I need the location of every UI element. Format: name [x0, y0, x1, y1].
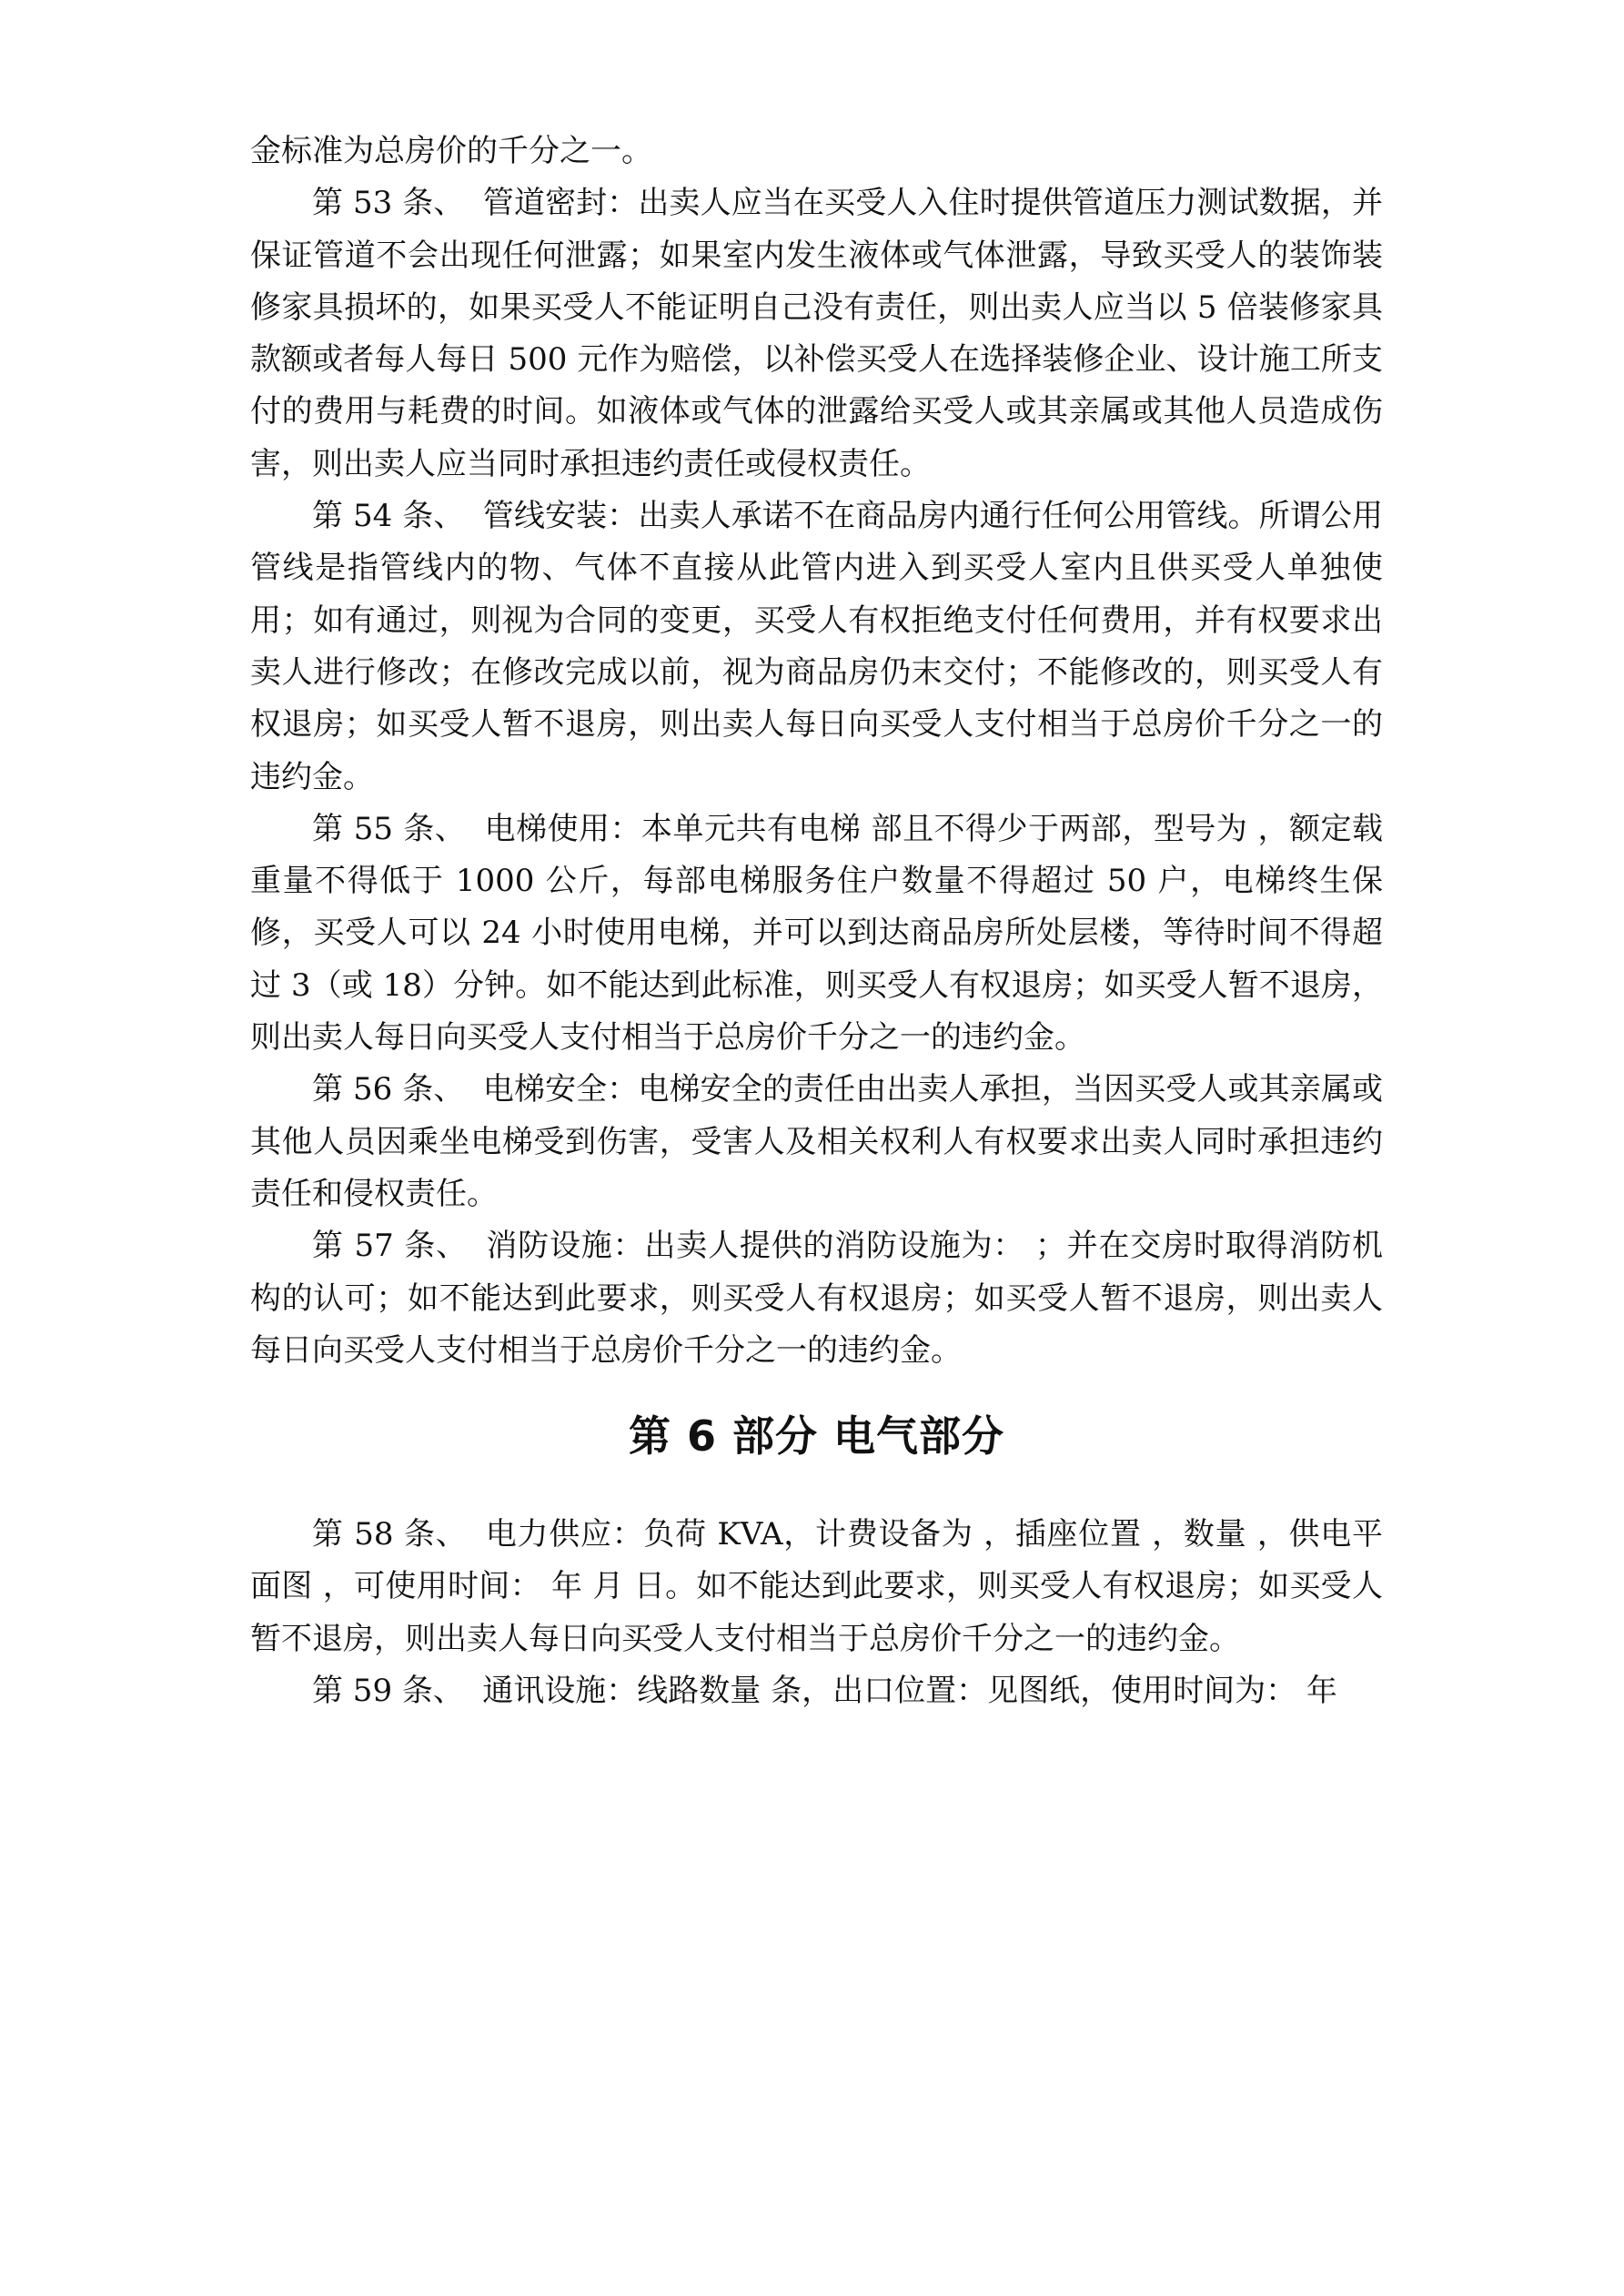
article-text: 消防设施：出卖人提供的消防设施为： ；并在交房时取得消防机构的认可；如不能达到此要求，则买受人有权退房；如买受人暂不退房，则出卖人每日向买受人支付相当于总房价千分之一的违约金。	[250, 1228, 1383, 1369]
continuation-paragraph: 金标准为总房价的千分之一。	[250, 133, 652, 169]
article-59	[250, 1665, 1383, 1717]
article-56	[250, 1064, 1383, 1220]
article-text: 管道密封：出卖人应当在买受人入住时提供管道压力测试数据，并保证管道不会出现任何泄露；如果室内发生液体或气体泄露，导致买受人的装饰装修家具损坏的，如果买受人不能证明自己没有责任，则出卖人应当以 5 倍装修家具款额或者每人每日 500 元作为赔偿，以补偿买受人在选择装修企业、设计施工所支付的费用与耗费的时间。如液体或气体的泄露给买受人或其亲属或其他人员造成伤害，则出卖人应当同时承担违约责任或侵权责任。	[250, 185, 1383, 482]
article-54	[250, 491, 1383, 804]
article-text: 管线安装：出卖人承诺不在商品房内通行任何公用管线。所谓公用管线是指管线内的物、气体不直接从此管内进入到买受人室内且供买受人单独使用；如有通过，则视为合同的变更，买受人有权拒绝支付任何费用，并有权要求出卖人进行修改；在修改完成以前，视为商品房仍末交付；不能修改的，则买受人有权退房；如买受人暂不退房，则出卖人每日向买受人支付相当于总房价千分之一的违约金。	[250, 498, 1383, 795]
article-58	[250, 1509, 1383, 1665]
article-text: 电梯使用：本单元共有电梯 部且不得少于两部，型号为 ，额定载重量不得低于 1000 公斤，每部电梯服务住户数量不得超过 50 户，电梯终生保修，买受人可以 24 小时使用电梯，并可以到达商品房所处层楼，等待时间不得超过 3（或 18）分钟。如不能达到此标准，则买受人有权退房；如买受人暂不退房，则出卖人每日向买受人支付相当于总房价千分之一的违约金。	[250, 810, 1383, 1057]
article-53	[250, 177, 1383, 491]
article-number: 第 58 条、	[312, 1516, 468, 1553]
article-text: 通讯设施：线路数量 条，出口位置：见图纸，使用时间为： 年	[482, 1673, 1337, 1710]
document-body	[250, 126, 1383, 1717]
section-heading: 第 6 部分 电气部分	[628, 1411, 1005, 1462]
article-number: 第 55 条、	[312, 810, 467, 847]
article-number: 第 56 条、	[312, 1071, 465, 1108]
article-text: 电力供应：负荷 KVA，计费设备为 ，插座位置 ，数量 ，供电平面图 ，可使用时间： 年 月 日。如不能达到此要求，则买受人有权退房；如买受人暂不退房，则出卖人每日向买受人支付相当于总房价千分之一的违约金。	[250, 1516, 1383, 1657]
article-57	[250, 1220, 1383, 1377]
article-number: 第 59 条、	[312, 1673, 464, 1710]
article-number: 第 53 条、	[312, 185, 465, 222]
article-text: 电梯安全：电梯安全的责任由出卖人承担，当因买受人或其亲属或其他人员因乘坐电梯受到伤害，受害人及相关权利人有权要求出卖人同时承担违约责任和侵权责任。	[250, 1071, 1383, 1212]
article-55	[250, 804, 1383, 1064]
article-number: 第 57 条、	[312, 1228, 468, 1265]
article-number: 第 54 条、	[312, 498, 465, 535]
